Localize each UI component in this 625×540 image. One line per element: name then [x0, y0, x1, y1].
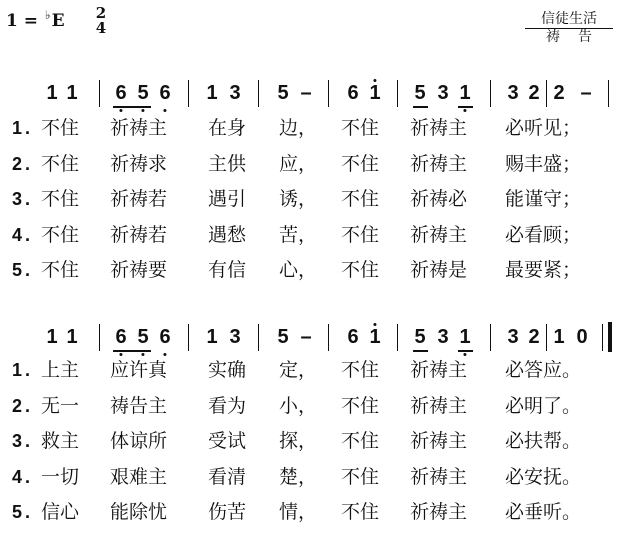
- lyric-phrase: 遇愁: [208, 223, 247, 246]
- note: 1: [46, 82, 58, 104]
- bar-line: [490, 80, 491, 107]
- verse-number: 3: [12, 189, 23, 209]
- bar-line: [328, 80, 329, 107]
- underline-beam: [113, 106, 151, 108]
- note: 3: [507, 326, 519, 348]
- note: 5: [137, 82, 149, 104]
- note: 1: [206, 326, 218, 348]
- lyric-phrase: 艰难主: [110, 465, 168, 488]
- lyric-phrase: 必安抚。: [505, 465, 582, 488]
- bar-line: [546, 80, 547, 107]
- verse-number: 1: [12, 118, 23, 138]
- lyric-phrase: 必扶帮。: [505, 430, 582, 452]
- verse-number-dot: .: [25, 118, 31, 138]
- lyric-phrase: 不住: [41, 152, 80, 175]
- lyric-phrase: 祈祷若: [110, 223, 168, 246]
- bar-line: [258, 324, 259, 351]
- verse-number-dot: .: [25, 260, 31, 280]
- bar-line: [99, 80, 100, 107]
- lyric-phrase: 小，: [279, 394, 318, 417]
- verse-number-dot: .: [25, 360, 31, 380]
- key-signature: [6, 8, 65, 31]
- note: 1: [206, 82, 218, 104]
- lyric-phrase: 有信: [208, 259, 247, 281]
- lyric-phrase: 最要紧；: [505, 259, 582, 281]
- bar-line: [490, 324, 491, 351]
- verse-number: 2: [12, 395, 23, 416]
- lyric-phrase: 祷告主: [110, 394, 168, 417]
- lyric-phrase: 祈祷求: [110, 152, 168, 175]
- lyric-phrase: 定，: [279, 359, 318, 381]
- lyric-phrase: 体谅所: [110, 430, 168, 452]
- lyric-phrase: 祈祷主: [410, 465, 468, 488]
- lyric-phrase: 伤苦: [208, 501, 247, 523]
- lyric-phrase: 祈祷主: [410, 430, 468, 452]
- note: 6: [115, 326, 127, 348]
- verse-number-dot: .: [25, 224, 31, 245]
- note: 5: [277, 82, 289, 104]
- note: –: [300, 82, 312, 104]
- lyric-phrase: 无一: [41, 394, 80, 417]
- lyric-phrase: 必看顾；: [505, 223, 582, 246]
- note: 5: [137, 326, 149, 348]
- bar-line: [397, 80, 398, 107]
- bar-line: [188, 80, 189, 107]
- lyric-phrase: 不住: [341, 430, 380, 452]
- category-credit: [525, 11, 613, 46]
- lyric-phrase: 祈祷是: [410, 259, 468, 281]
- verse-number: 3: [12, 431, 23, 451]
- lyric-phrase: 不住: [341, 152, 380, 175]
- lyric-phrase: 不住: [341, 465, 380, 488]
- time-signature: [92, 6, 110, 36]
- verse-number-dot: .: [25, 153, 31, 174]
- lyric-phrase: 一切: [41, 465, 80, 488]
- note: 2: [553, 82, 565, 104]
- lyric-phrase: 祈祷主: [410, 501, 468, 523]
- lyric-line: [0, 498, 625, 526]
- lyric-phrase: 不住: [41, 223, 80, 246]
- lyric-line: [0, 463, 625, 491]
- lyric-phrase: 不住: [41, 117, 80, 139]
- bar-line: [328, 324, 329, 351]
- verse-number-dot: .: [25, 502, 31, 522]
- verse-number-dot: .: [25, 431, 31, 451]
- lyric-line: [0, 221, 625, 249]
- verse-number: 1: [12, 360, 23, 380]
- verse-number-dot: .: [25, 466, 31, 487]
- lyric-phrase: 不住: [341, 501, 380, 523]
- lyric-phrase: 不住: [41, 259, 80, 281]
- lyric-phrase: 祈祷若: [110, 188, 168, 210]
- lyric-line: [0, 427, 625, 455]
- lyric-phrase: 探，: [279, 430, 318, 452]
- lyric-phrase: 诱，: [279, 188, 318, 210]
- lyric-line: [0, 392, 625, 420]
- key-prefix: 1 =: [6, 11, 44, 31]
- lyric-phrase: 祈祷主: [410, 223, 468, 246]
- lyric-phrase: 能谨守；: [505, 188, 582, 210]
- bar-line: [99, 324, 100, 351]
- lyric-phrase: 祈祷主: [410, 394, 468, 417]
- lyric-phrase: 楚，: [279, 465, 318, 488]
- lyric-phrase: 不住: [341, 359, 380, 381]
- note: 1: [553, 326, 565, 348]
- lyric-phrase: 上主: [41, 359, 80, 381]
- lyric-phrase: 必垂听。: [505, 501, 582, 523]
- lyric-phrase: 必答应。: [505, 359, 582, 381]
- lyric-line: [0, 114, 625, 142]
- bar-line: [608, 80, 609, 107]
- note: 1: [46, 326, 58, 348]
- bar-line: [397, 324, 398, 351]
- final-bar-line: [608, 322, 612, 352]
- note: 3: [437, 82, 449, 104]
- verse-number: 5: [12, 260, 23, 280]
- lyric-phrase: 不住: [341, 188, 380, 210]
- note: –: [300, 326, 312, 348]
- note: 5: [414, 82, 426, 104]
- lyric-phrase: 苦，: [279, 223, 318, 246]
- bar-line: [188, 324, 189, 351]
- note: 3: [229, 326, 241, 348]
- note: 1: [369, 326, 381, 348]
- note: 3: [229, 82, 241, 104]
- time-numerator: 2: [95, 4, 107, 22]
- lyric-phrase: 看清: [208, 465, 247, 488]
- underline-beam: [413, 350, 428, 352]
- lyric-phrase: 祈祷要: [110, 259, 168, 281]
- note: 5: [277, 326, 289, 348]
- lyric-phrase: 主供: [208, 152, 247, 175]
- lyric-phrase: 遇引: [208, 188, 247, 210]
- lyric-phrase: 应，: [279, 152, 318, 175]
- note: 1: [459, 82, 471, 104]
- note: 2: [528, 326, 540, 348]
- note: –: [580, 82, 592, 104]
- underline-beam: [458, 350, 473, 352]
- lyric-phrase: 受试: [208, 430, 247, 452]
- lyric-phrase: 心，: [279, 259, 318, 281]
- time-denominator: 4: [95, 19, 107, 37]
- lyric-phrase: 祈祷主: [410, 152, 468, 175]
- lyric-phrase: 不住: [341, 259, 380, 281]
- note: 1: [66, 82, 78, 104]
- note: 1: [66, 326, 78, 348]
- lyric-phrase: 救主: [41, 430, 80, 452]
- verse-number: 4: [12, 224, 23, 245]
- verse-number: 4: [12, 466, 23, 487]
- note: 1: [369, 82, 381, 104]
- lyric-line: [0, 185, 625, 213]
- underline-beam: [413, 106, 428, 108]
- note: 6: [159, 326, 171, 348]
- lyric-phrase: 实确: [208, 359, 247, 381]
- lyric-phrase: 能除忧: [110, 501, 168, 523]
- key-letter: E: [51, 11, 65, 31]
- flat-sign: ♭: [44, 8, 51, 22]
- credit-title: 信徒生活: [525, 11, 613, 29]
- lyric-phrase: 祈祷必: [410, 188, 468, 210]
- lyric-phrase: 祈祷主: [410, 359, 468, 381]
- underline-beam: [113, 350, 151, 352]
- lyric-line: [0, 150, 625, 178]
- note: 0: [576, 326, 588, 348]
- verse-number: 2: [12, 153, 23, 174]
- note: 5: [414, 326, 426, 348]
- lyric-phrase: 信心: [41, 501, 80, 523]
- lyric-phrase: 必明了。: [505, 394, 582, 417]
- lyric-phrase: 不住: [341, 223, 380, 246]
- note: 6: [115, 82, 127, 104]
- lyric-phrase: 不住: [341, 394, 380, 417]
- lyric-phrase: 不住: [41, 188, 80, 210]
- lyric-phrase: 必听见；: [505, 117, 582, 139]
- underline-beam: [458, 106, 473, 108]
- credit-subtitle: 祷告: [546, 29, 610, 45]
- lyric-phrase: 情，: [279, 501, 318, 523]
- lyric-phrase: 祈祷主: [410, 117, 468, 139]
- bar-line: [546, 324, 547, 351]
- note: 3: [507, 82, 519, 104]
- note: 2: [528, 82, 540, 104]
- note: 1: [459, 326, 471, 348]
- verse-number-dot: .: [25, 395, 31, 416]
- lyric-phrase: 在身: [208, 117, 247, 139]
- lyric-phrase: 祈祷主: [110, 117, 168, 139]
- lyric-phrase: 看为: [208, 394, 247, 417]
- lyric-line: [0, 356, 625, 384]
- lyric-phrase: 应许真: [110, 359, 168, 381]
- bar-line: [602, 324, 603, 351]
- note: 3: [437, 326, 449, 348]
- note: 6: [347, 326, 359, 348]
- lyric-phrase: 边，: [279, 117, 318, 139]
- lyric-phrase: 赐丰盛；: [505, 152, 582, 175]
- note: 6: [159, 82, 171, 104]
- lyric-line: [0, 256, 625, 284]
- lyric-phrase: 不住: [341, 117, 380, 139]
- verse-number-dot: .: [25, 189, 31, 209]
- bar-line: [258, 80, 259, 107]
- note: 6: [347, 82, 359, 104]
- notation-line-1: [0, 76, 625, 112]
- notation-line-2: [0, 320, 625, 356]
- verse-number: 5: [12, 502, 23, 522]
